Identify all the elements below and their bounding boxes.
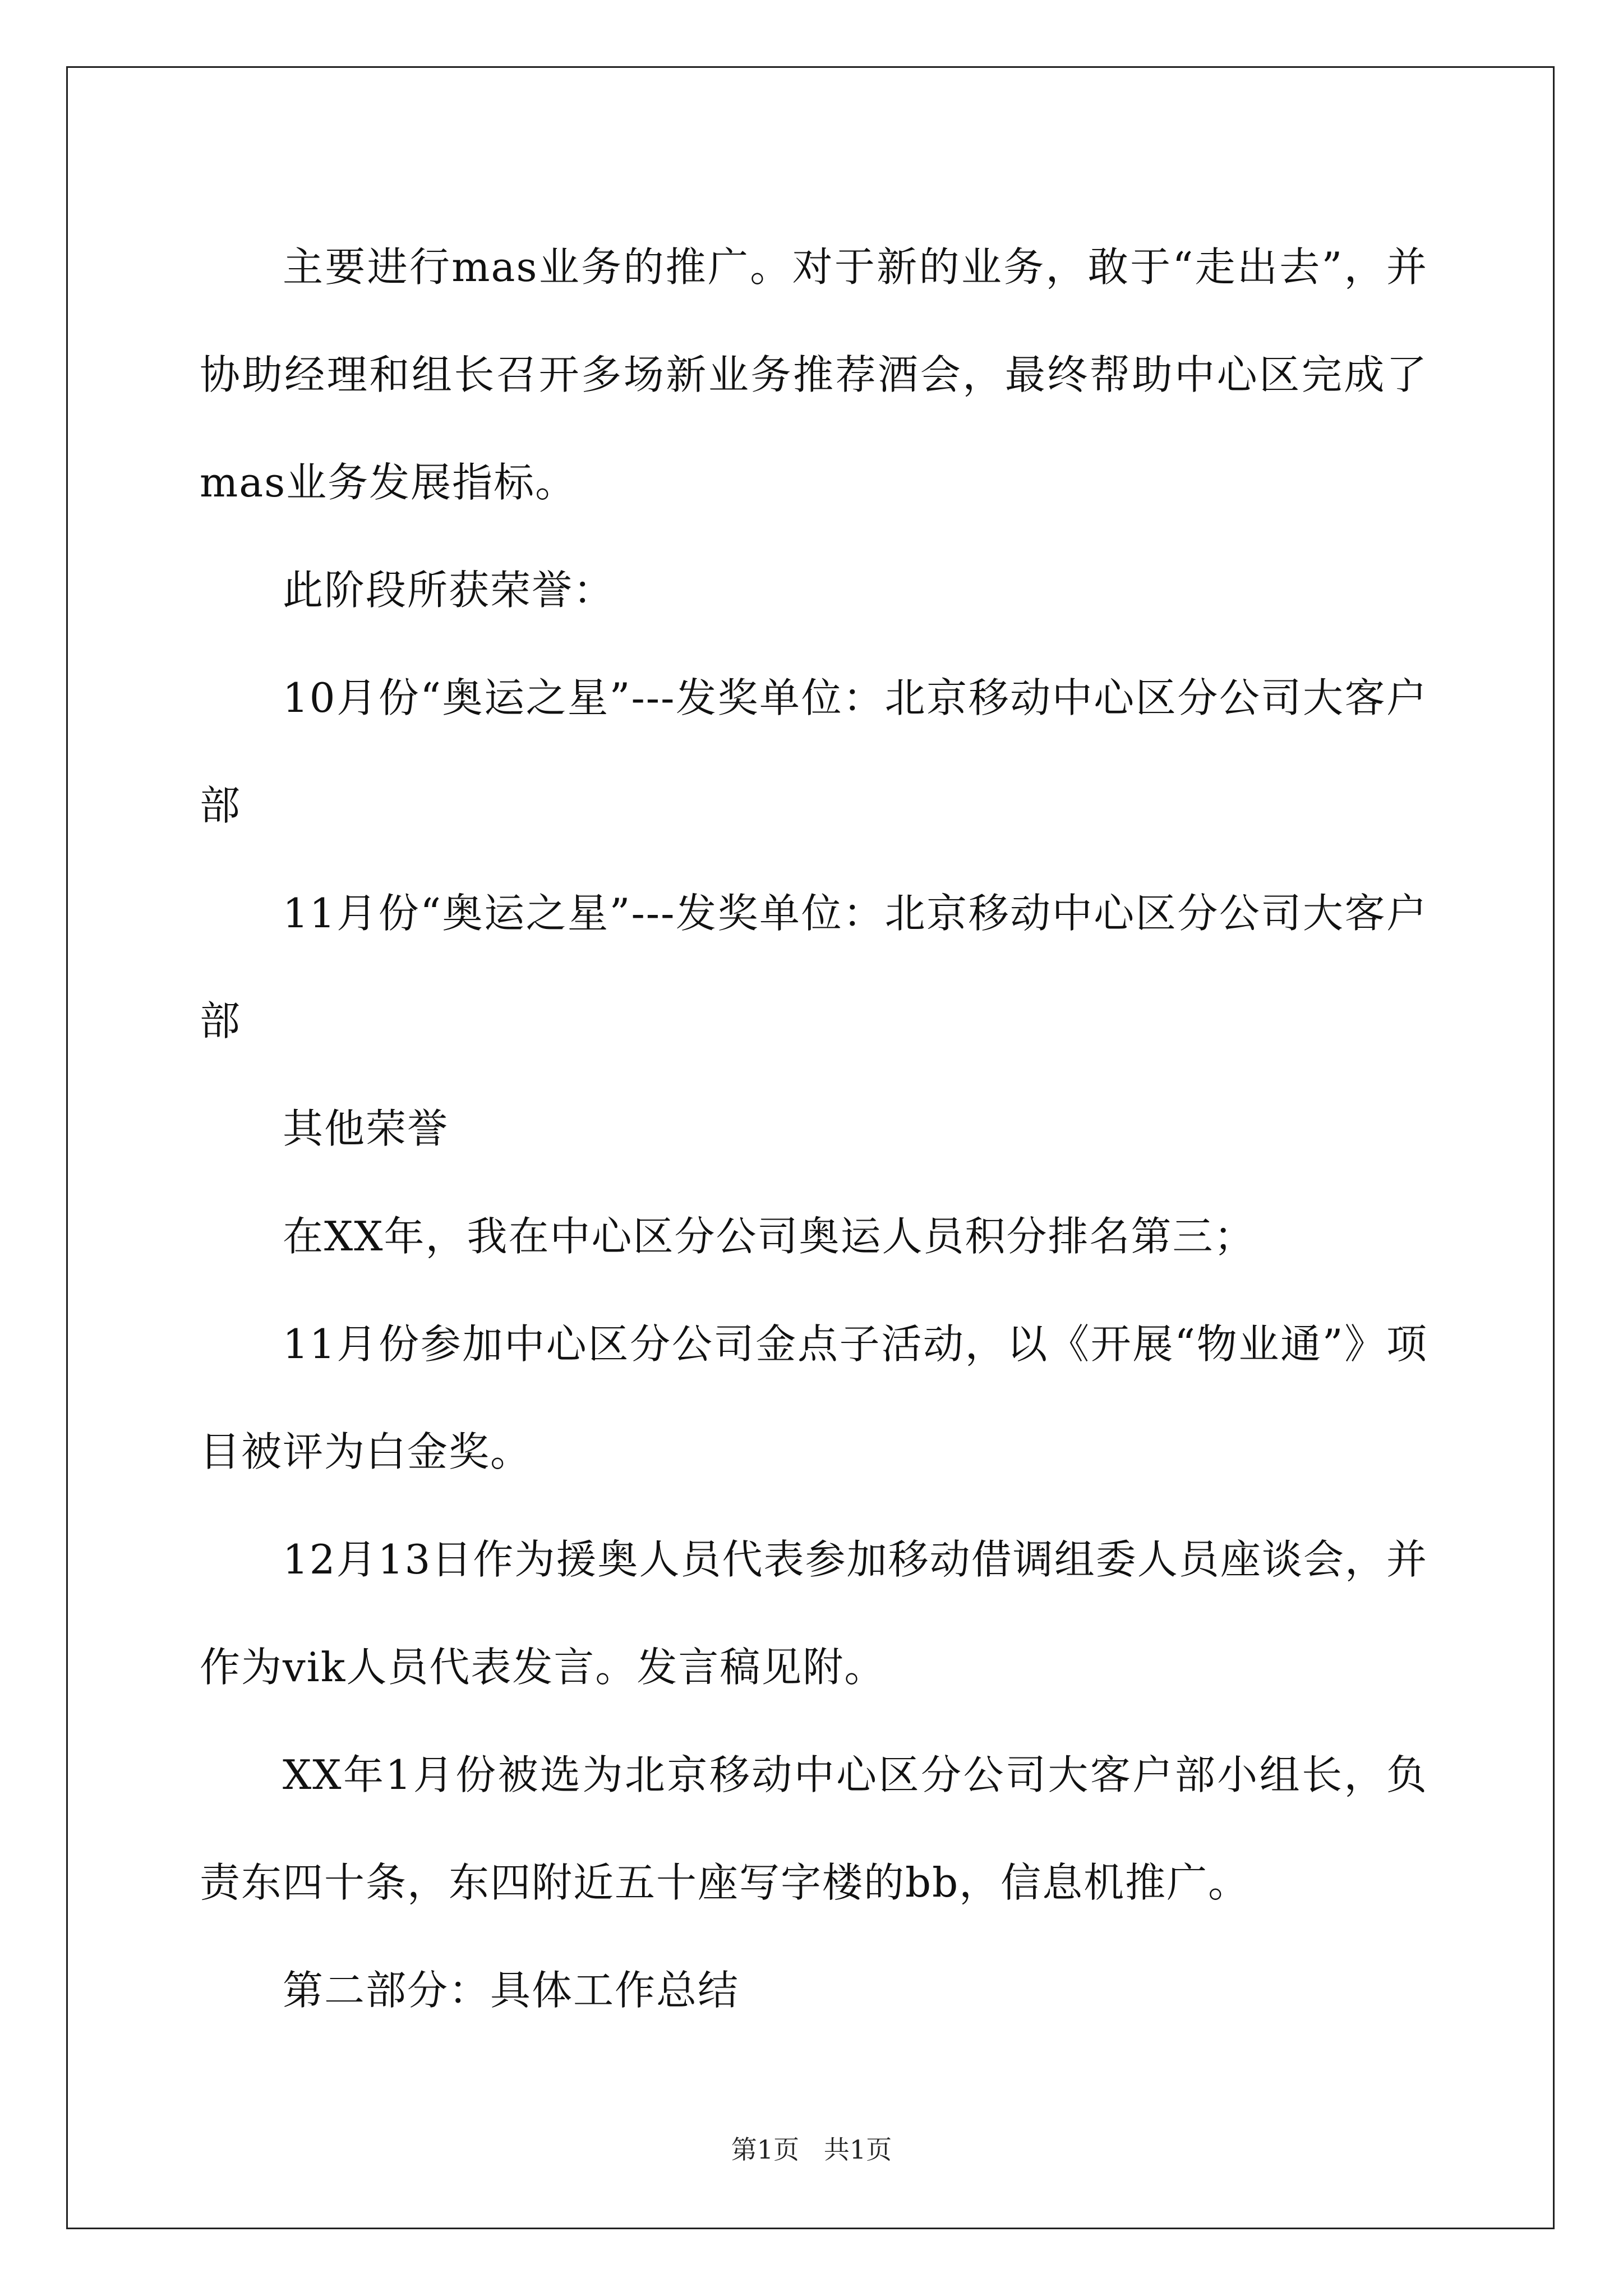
paragraph-golden-idea: 11月份参加中心区分公司金点子活动，以《开展“物业通”》项目被评为白金奖。 (200, 1320, 1428, 1475)
paragraph-november-award: 11月份“奥运之星”---发奖单位：北京移动中心区分公司大客户部 (200, 890, 1428, 1045)
document-body (200, 213, 1428, 2044)
page-footer: 第1页 共1页 (731, 2134, 892, 2165)
paragraph-symposium: 12月13日作为援奥人员代表参加移动借调组委人员座谈会，并作为vik人员代表发言。发言稿见附。 (200, 1536, 1428, 1691)
paragraph-october-award: 10月份“奥运之星”---发奖单位：北京移动中心区分公司大客户部 (200, 674, 1428, 829)
paragraph-honors-heading: 此阶段所获荣誉： (283, 567, 615, 614)
paragraph-part-two-heading: 第二部分：具体工作总结 (283, 1967, 740, 2014)
paragraph-other-honors: 其他荣誉 (283, 1105, 449, 1152)
paragraph-mas-promotion: 主要进行mas业务的推广。对于新的业务，敢于“走出去”，并协助经理和组长召开多场新业务推荐酒会，最终帮助中心区完成了mas业务发展指标。 (200, 243, 1428, 506)
paragraph-team-leader: XX年1月份被选为北京移动中心区分公司大客户部小组长，负责东四十条，东四附近五十座写字楼的bb，信息机推广。 (200, 1751, 1428, 1906)
paragraph-ranking: 在XX年，我在中心区分公司奥运人员积分排名第三； (283, 1213, 1256, 1260)
